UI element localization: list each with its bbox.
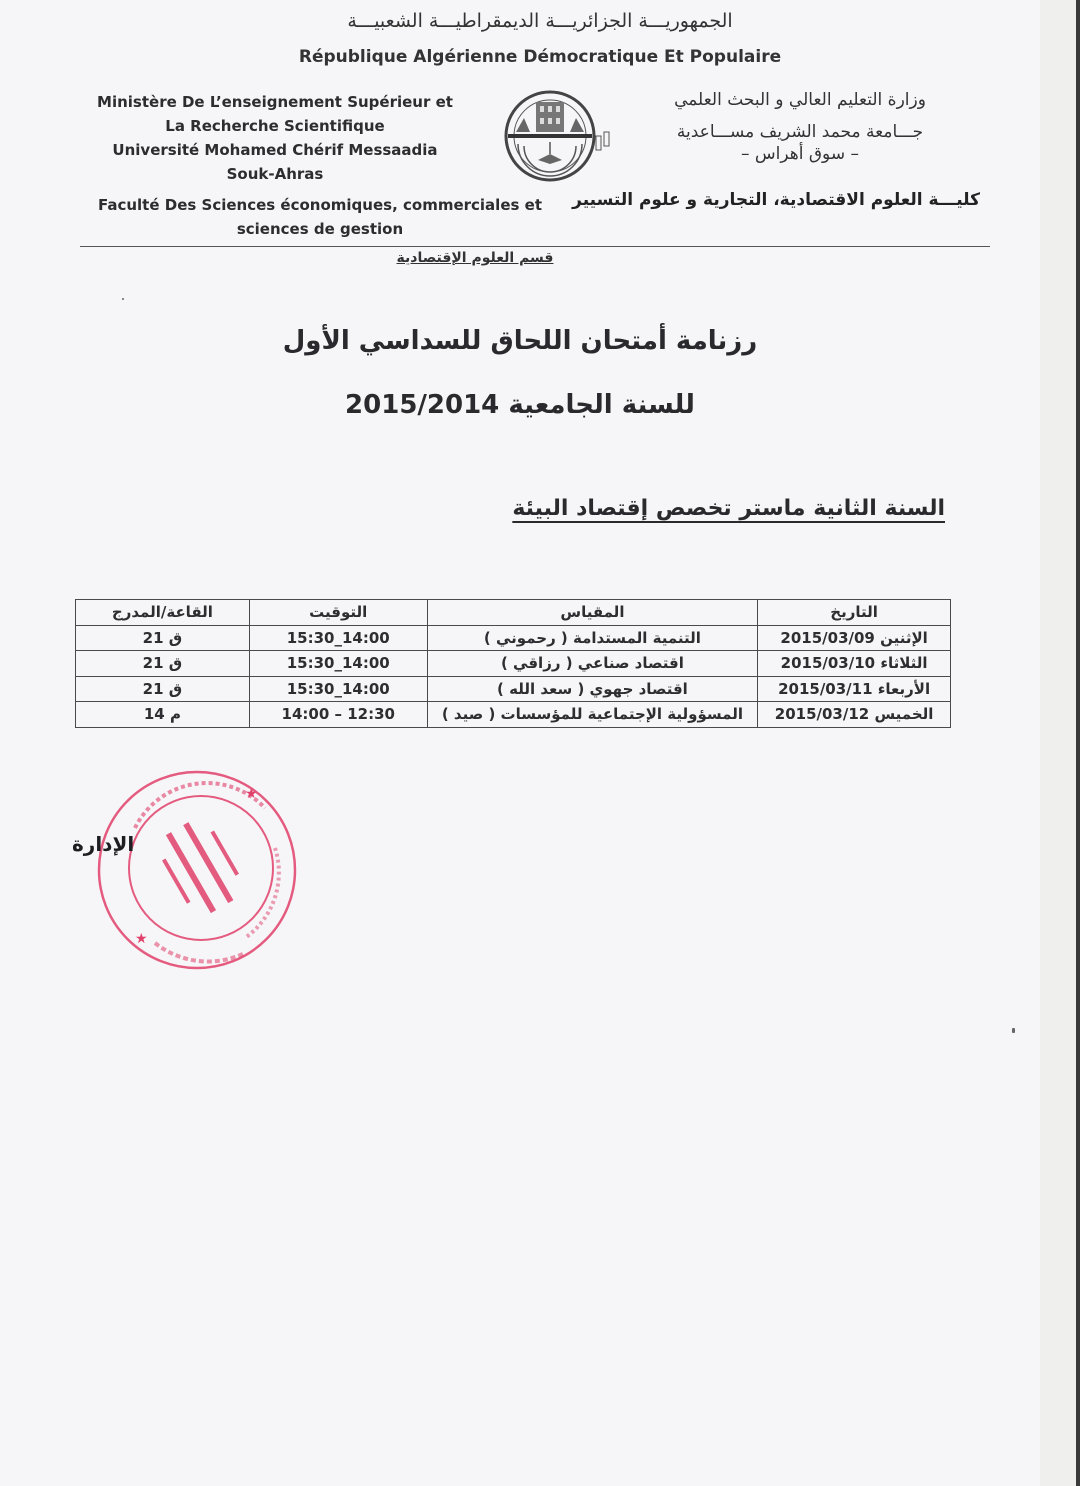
ministry-french <box>80 90 470 186</box>
cell-room: ق 21 <box>76 676 250 702</box>
table-row <box>76 651 951 677</box>
administration-signature: الإدارة <box>72 832 135 856</box>
scan-edge <box>1040 0 1076 1486</box>
scan-speck <box>122 298 124 300</box>
university-line: جـــامعة محمد الشريف مســـاعدية <box>676 122 924 142</box>
scan-speck <box>1012 1028 1015 1033</box>
column-header-room: القاعة/المدرج <box>76 600 250 626</box>
document-title: رزنامة أمتحان اللحاق للسداسي الأول <box>282 326 758 356</box>
city-line: – سوق أهراس – <box>741 144 859 164</box>
department-label: قسم العلوم الإقتصادية <box>396 250 554 266</box>
column-header-time: التوقيت <box>249 600 427 626</box>
cell-room: م 14 <box>76 702 250 728</box>
table-row <box>76 625 951 651</box>
academic-year: للسنة الجامعية 2015/2014 <box>345 390 695 420</box>
official-stamp-icon <box>95 768 300 973</box>
faculty-line: sciences de gestion <box>236 220 404 238</box>
ministry-line: وزارة التعليم العالي و البحث العلمي <box>674 90 926 110</box>
cell-module: اقتصاد صناعي ( رزاقي ) <box>427 651 758 677</box>
republic-arabic: الجمهوريـــة الجزائريـــة الديمقراطيـــة الشعبيـــة <box>347 10 733 32</box>
republic-french: République Algérienne Démocratique Et Populaire <box>298 47 782 67</box>
cell-room: ق 21 <box>76 625 250 651</box>
ministry-line: La Recherche Scientifique <box>165 117 385 135</box>
faculty-arabic: كليـــة العلوم الاقتصادية، التجارية و علوم التسيير <box>572 190 980 210</box>
table-row <box>76 702 951 728</box>
university-line: Université Mohamed Chérif Messaadia <box>112 141 438 159</box>
header-divider <box>80 246 990 247</box>
cell-module: التنمية المستدامة ( رحموني ) <box>427 625 758 651</box>
cell-time: 15:30_14:00 <box>249 651 427 677</box>
ministry-line: Ministère De L’enseignement Supérieur et <box>97 93 453 111</box>
cell-room: ق 21 <box>76 651 250 677</box>
cell-time: 14:00 – 12:30 <box>249 702 427 728</box>
cell-date: الإثنين 2015/03/09 <box>758 625 951 651</box>
column-header-date: التاريخ <box>758 600 951 626</box>
department-name <box>340 250 610 266</box>
cell-module: اقتصاد جهوي ( سعد الله ) <box>427 676 758 702</box>
cell-date: الثلاثاء 2015/03/10 <box>758 651 951 677</box>
scan-border <box>1076 0 1080 1486</box>
cell-module: المسؤولية الإجتماعية للمؤسسات ( صيد ) <box>427 702 758 728</box>
city-line: Souk-Ahras <box>226 165 324 183</box>
svg-text:★: ★ <box>135 931 148 947</box>
faculty-line: Faculté Des Sciences économiques, commerciales et <box>97 196 542 214</box>
program-subtitle <box>480 496 945 521</box>
ministry-arabic <box>600 86 1000 164</box>
faculty-french <box>80 193 560 241</box>
cell-date: الأربعاء 2015/03/11 <box>758 676 951 702</box>
table-row <box>76 676 951 702</box>
column-header-module: المقياس <box>427 600 758 626</box>
svg-text:★: ★ <box>245 786 258 802</box>
table-header-row <box>76 600 951 626</box>
cell-time: 15:30_14:00 <box>249 625 427 651</box>
program-label: السنة الثانية ماستر تخصص إقتصاد البيئة <box>512 496 945 521</box>
cell-date: الخميس 2015/03/12 <box>758 702 951 728</box>
exam-schedule-table <box>75 599 951 728</box>
cell-time: 15:30_14:00 <box>249 676 427 702</box>
